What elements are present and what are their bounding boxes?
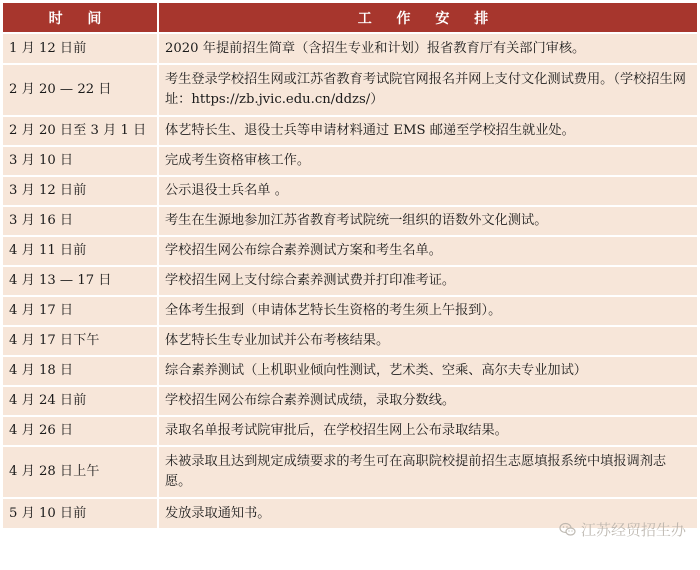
table-row (3, 416, 697, 446)
table-row (3, 33, 697, 64)
row-task: 综合素养测试（上机职业倾向性测试，艺术类、空乘、高尔夫专业加试） (158, 356, 697, 386)
table-row (3, 146, 697, 176)
row-time: 1 月 12 日前 (3, 33, 158, 64)
row-task: 学校招生网公布综合素养测试成绩，录取分数线。 (158, 386, 697, 416)
row-task: 体艺特长生、退役士兵等申请材料通过 EMS 邮递至学校招生就业处。 (158, 116, 697, 146)
row-time: 4 月 11 日前 (3, 236, 158, 266)
wechat-icon (559, 522, 576, 537)
table-header-row (3, 3, 697, 33)
row-time: 5 月 10 日前 (3, 498, 158, 528)
row-time: 2 月 20 — 22 日 (3, 64, 158, 116)
row-time: 3 月 12 日前 (3, 176, 158, 206)
row-task: 考生在生源地参加江苏省教育考试院统一组织的语数外文化测试。 (158, 206, 697, 236)
table-row (3, 266, 697, 296)
row-task: 考生登录学校招生网或江苏省教育考试院官网报名并网上支付文化测试费用。（学校招生网址：https://zb.jvic.edu.cn/ddzs/） (158, 64, 697, 116)
row-time: 4 月 26 日 (3, 416, 158, 446)
watermark (559, 519, 686, 540)
table-row (3, 356, 697, 386)
row-time: 3 月 10 日 (3, 146, 158, 176)
table-row (3, 116, 697, 146)
row-task: 学校招生网上支付综合素养测试费并打印准考证。 (158, 266, 697, 296)
header-task: 工 作 安 排 (158, 3, 697, 33)
row-time: 4 月 28 日上午 (3, 446, 158, 498)
row-time: 3 月 16 日 (3, 206, 158, 236)
table-row (3, 176, 697, 206)
row-time: 4 月 13 — 17 日 (3, 266, 158, 296)
row-time: 4 月 18 日 (3, 356, 158, 386)
table-row (3, 326, 697, 356)
row-task: 发放录取通知书。 (158, 498, 697, 528)
watermark-text: 江苏经贸招生办 (580, 521, 686, 539)
table-row (3, 206, 697, 236)
row-time: 4 月 17 日下午 (3, 326, 158, 356)
row-task: 体艺特长生专业加试并公布考核结果。 (158, 326, 697, 356)
header-time: 时 间 (3, 3, 158, 33)
row-task: 公示退役士兵名单 。 (158, 176, 697, 206)
row-task: 未被录取且达到规定成绩要求的考生可在高职院校提前招生志愿填报系统中填报调剂志愿。 (158, 446, 697, 498)
row-time: 4 月 24 日前 (3, 386, 158, 416)
row-task: 2020 年提前招生简章（含招生专业和计划）报省教育厅有关部门审核。 (158, 33, 697, 64)
admission-schedule-table (3, 3, 697, 528)
row-time: 4 月 17 日 (3, 296, 158, 326)
row-task: 学校招生网公布综合素养测试方案和考生名单。 (158, 236, 697, 266)
row-task: 录取名单报考试院审批后，在学校招生网上公布录取结果。 (158, 416, 697, 446)
table-row (3, 446, 697, 498)
row-task: 全体考生报到（申请体艺特长生资格的考生须上午报到）。 (158, 296, 697, 326)
row-task: 完成考生资格审核工作。 (158, 146, 697, 176)
table-row (3, 64, 697, 116)
row-time: 2 月 20 日至 3 月 1 日 (3, 116, 158, 146)
table-row (3, 386, 697, 416)
table-row (3, 296, 697, 326)
table-row (3, 236, 697, 266)
